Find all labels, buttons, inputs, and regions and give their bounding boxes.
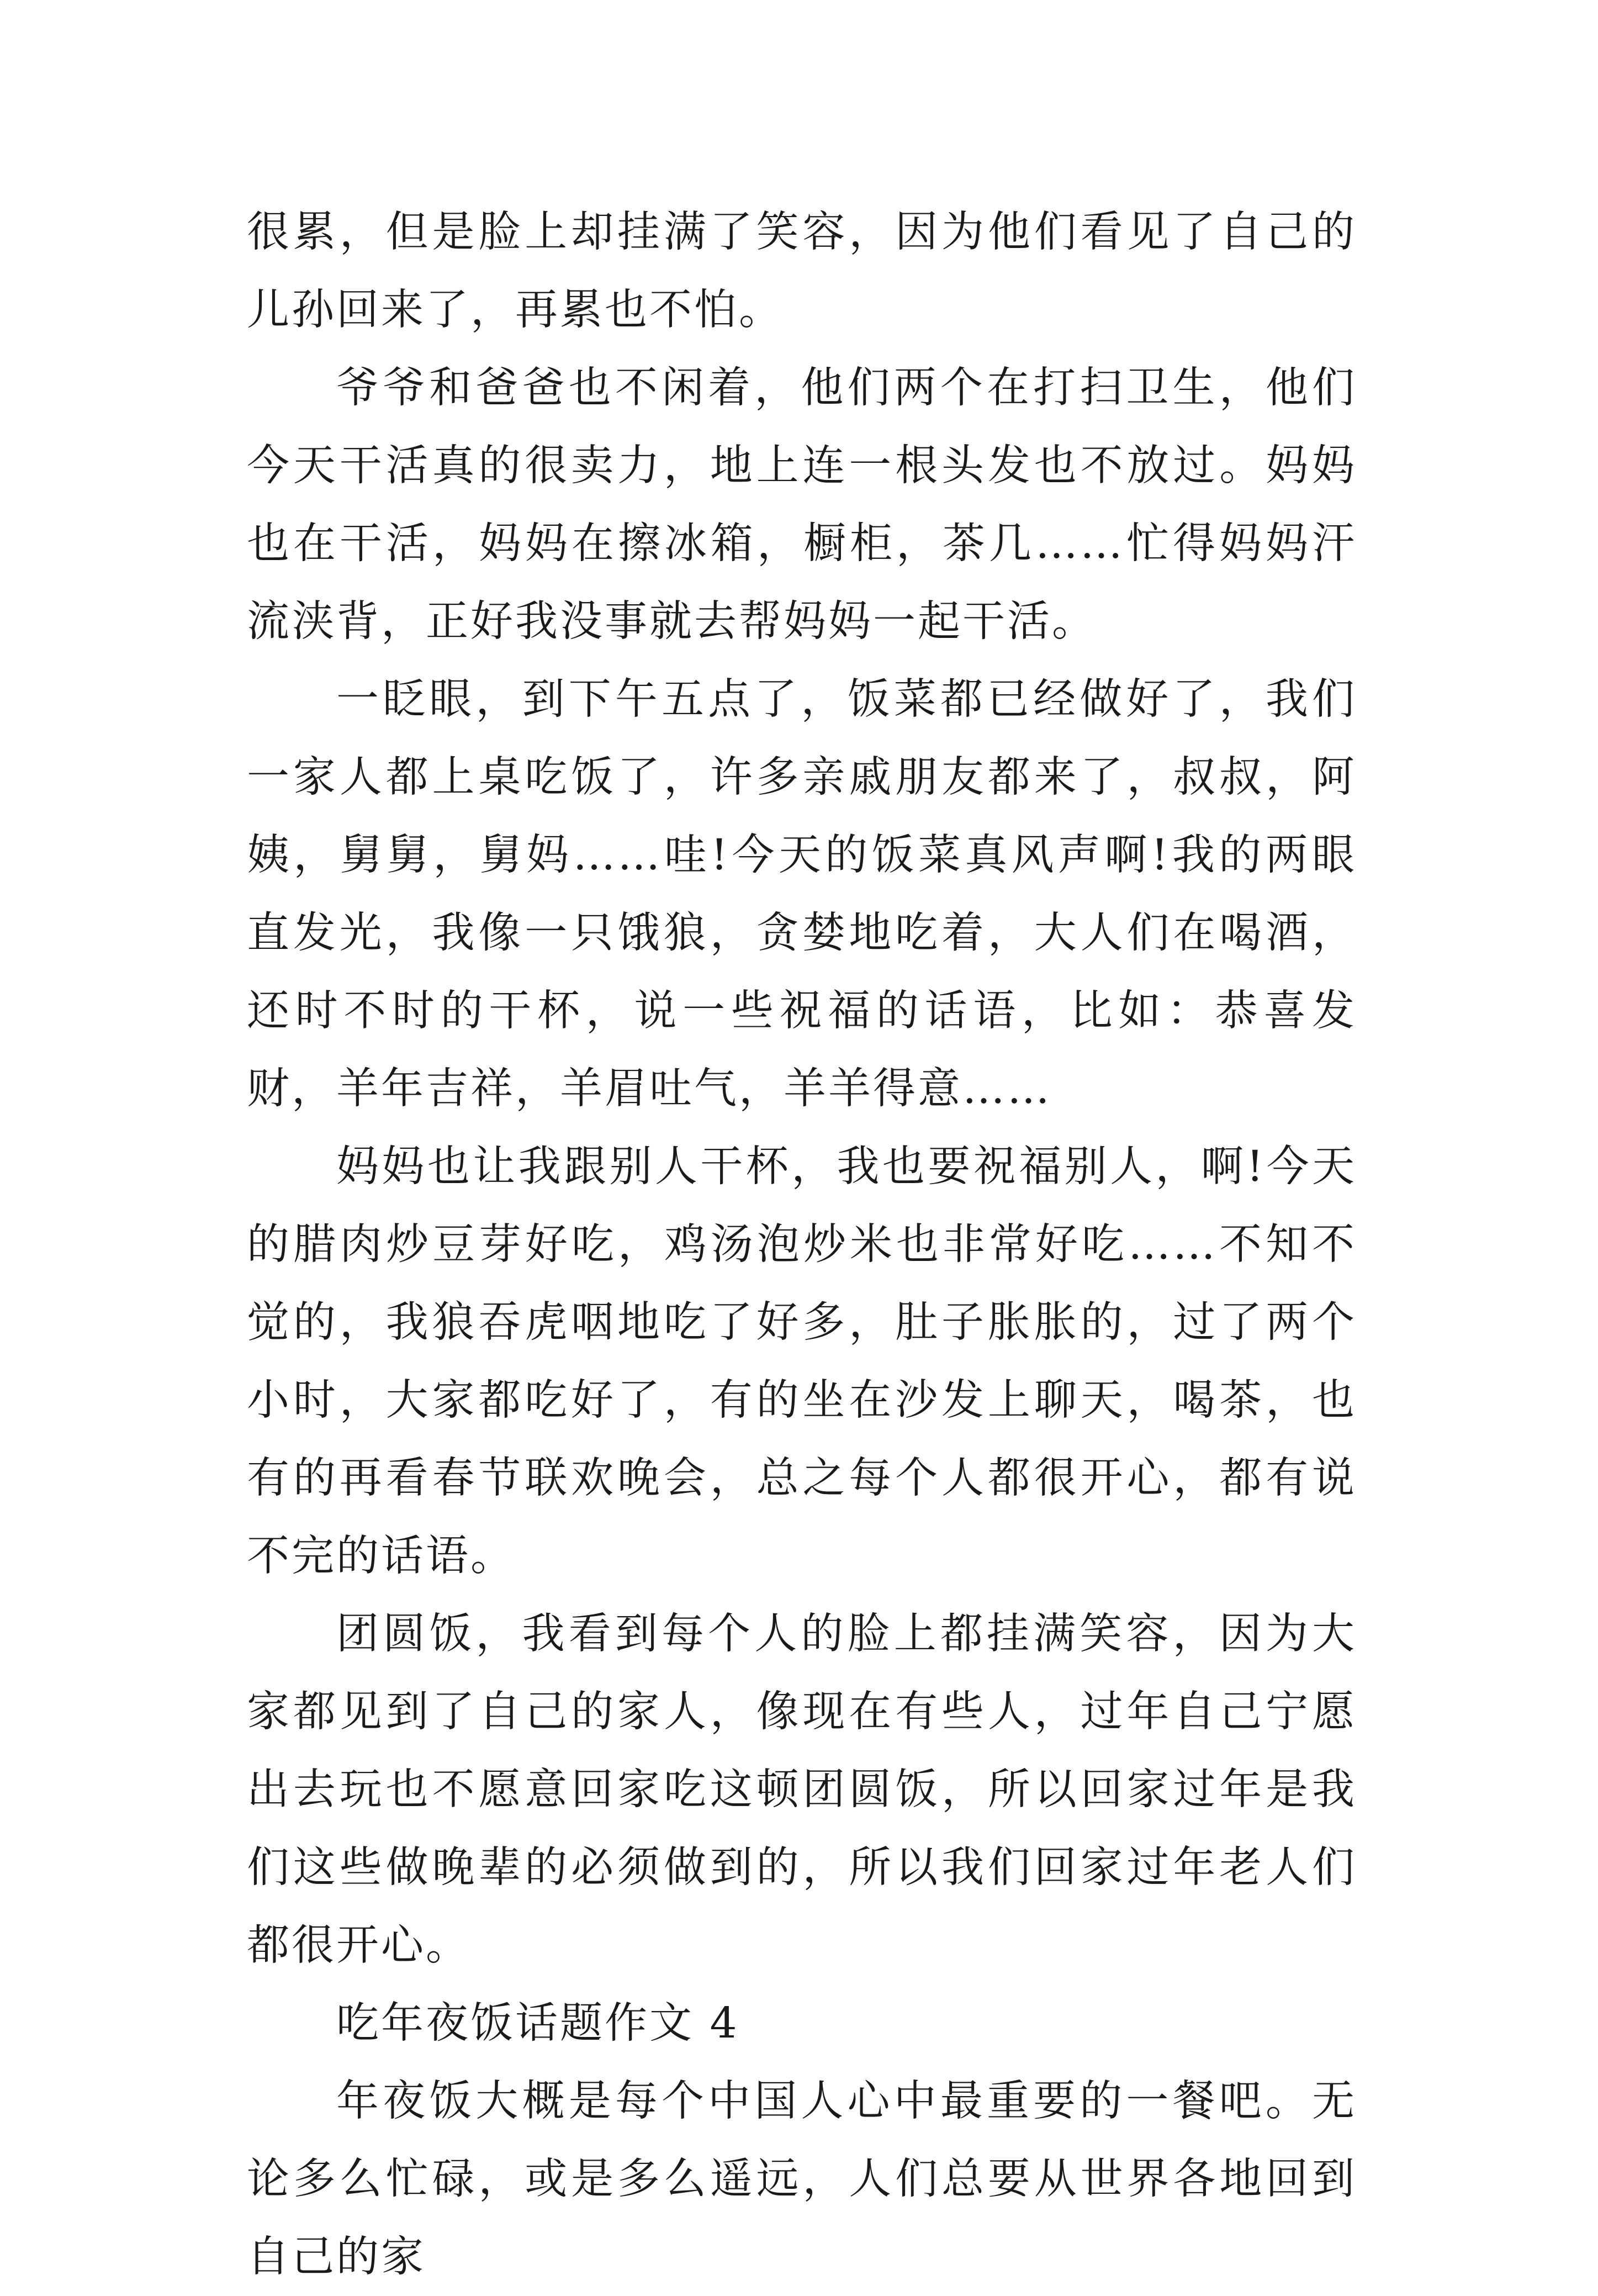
paragraph-dinner: 一眨眼，到下午五点了，饭菜都已经做好了，我们一家人都上桌吃饭了，许多亲戚朋友都来了，叔叔，阿姨，舅舅，舅妈……哇!今天的饭菜真风声啊!我的两眼直发光，我像一只饿狼，贪婪地吃着，大人们在喝酒，还时不时的干杯，说一些祝福的话语，比如：恭喜发财，羊年吉祥，羊眉吐气，羊羊得意……	[247, 675, 1357, 1113]
paragraph-essay4-intro: 年夜饭大概是每个中国人心中最重要的一餐吧。无论多么忙碌，或是多么遥远，人们总要从世界各地回到自己的家	[247, 2077, 1357, 2282]
paragraph-toast: 妈妈也让我跟别人干杯，我也要祝福别人，啊!今天的腊肉炒豆芽好吃，鸡汤泡炒米也非常好吃……不知不觉的，我狼吞虎咽地吃了好多，肚子胀胀的，过了两个小时，大家都吃好了，有的坐在沙发上聊天，喝茶，也有的再看春节联欢晚会，总之每个人都很开心，都有说不完的话语。	[247, 1142, 1357, 1581]
paragraph-reunion: 团圆饭，我看到每个人的脸上都挂满笑容，因为大家都见到了自己的家人，像现在有些人，过年自己宁愿出去玩也不愿意回家吃这顿团圆饭，所以回家过年是我们这些做晚辈的必须做到的，所以我们回家过年老人们都很开心。	[247, 1609, 1357, 1970]
paragraph-cleaning: 爷爷和爸爸也不闲着，他们两个在打扫卫生，他们今天干活真的很卖力，地上连一根头发也不放过。妈妈也在干活，妈妈在擦冰箱，橱柜，茶几……忙得妈妈汗流浃背，正好我没事就去帮妈妈一起干活。	[247, 363, 1357, 646]
paragraph-continuation: 很累，但是脸上却挂满了笑容，因为他们看见了自己的儿孙回来了，再累也不怕。	[247, 208, 1357, 335]
document-body	[247, 193, 1357, 2296]
essay-heading: 吃年夜饭话题作文 4	[336, 1999, 739, 2048]
